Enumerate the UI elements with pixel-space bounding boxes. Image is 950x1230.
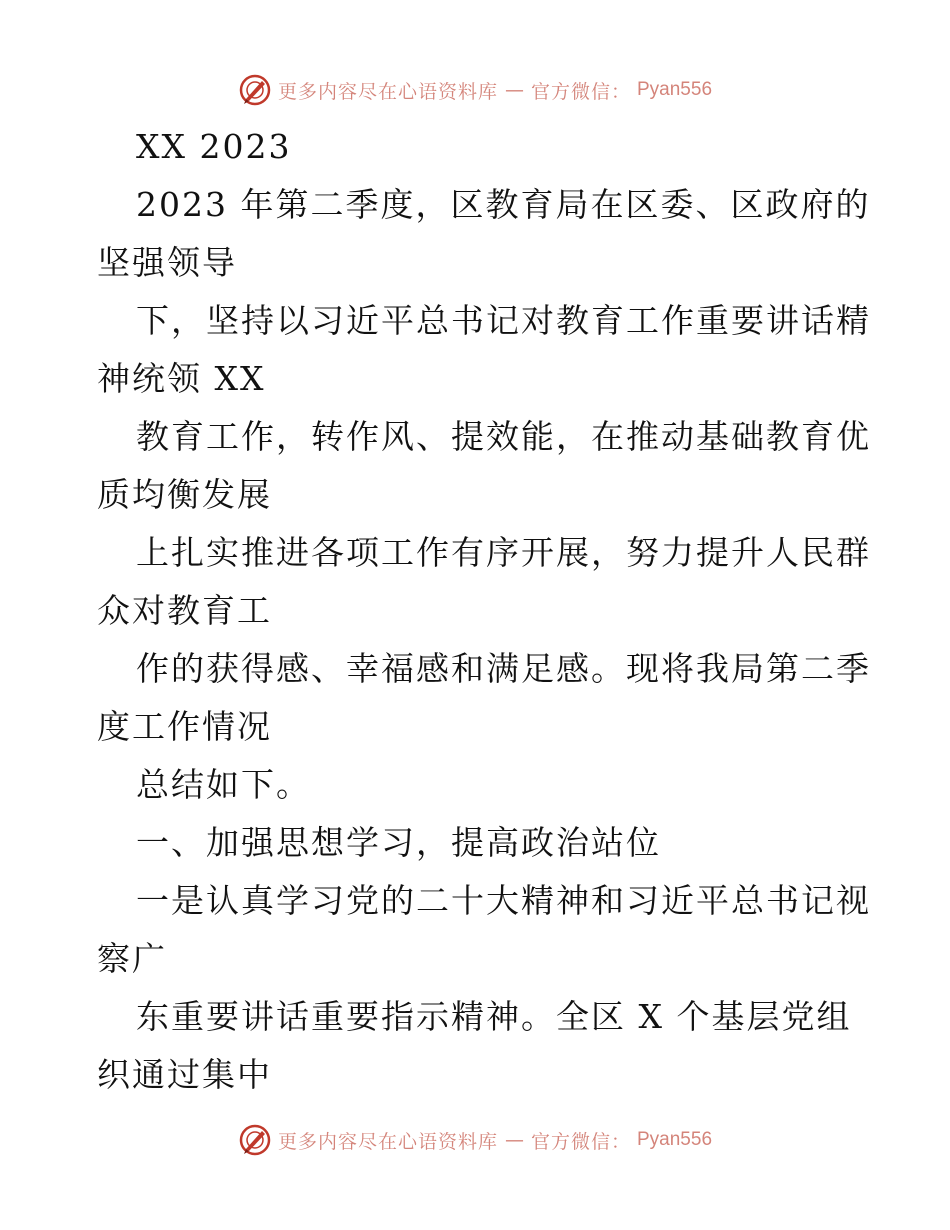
text-line: 上扎实推进各项工作有序开展，努力提升人民群 xyxy=(136,533,871,572)
watermark-text: 更多内容尽在心语资料库 xyxy=(277,1130,498,1153)
text-line: 2023 年第二季度，区教育局在区委、区政府的 xyxy=(136,185,871,224)
watermark-text: 更多内容尽在心语资料库 xyxy=(277,80,498,103)
header-watermark xyxy=(0,70,950,110)
pen-logo-icon xyxy=(238,73,272,107)
text-line: 总结如下。 xyxy=(136,765,311,804)
watermark-label: 官方微信： xyxy=(530,80,631,103)
section-heading: 一、加强思想学习，提高政治站位 xyxy=(136,823,661,862)
text-line: 质均衡发展 xyxy=(97,475,272,514)
text-line: 织通过集中 xyxy=(97,1055,272,1094)
footer-watermark xyxy=(0,1120,950,1160)
watermark-label: 官方微信： xyxy=(530,1130,631,1153)
text-line: 神统领 XX xyxy=(97,359,266,398)
text-line: 一是认真学习党的二十大精神和习近平总书记视 xyxy=(136,881,871,920)
text-line: 东重要讲话重要指示精神。全区 X 个基层党组 xyxy=(136,997,852,1036)
text-line: 众对教育工 xyxy=(97,591,272,630)
text-line: 作的获得感、幸福感和满足感。现将我局第二季 xyxy=(136,649,871,688)
watermark-id: Pyan556 xyxy=(637,1129,713,1150)
text-line: 察广 xyxy=(97,939,167,978)
watermark-dash: — xyxy=(504,1129,524,1151)
text-line: 度工作情况 xyxy=(97,707,272,746)
document-body xyxy=(97,118,871,1104)
watermark-dash: — xyxy=(504,79,524,101)
text-line: XX 2023 xyxy=(136,127,292,166)
text-line: 坚强领导 xyxy=(97,243,237,282)
text-line: 教育工作，转作风、提效能，在推动基础教育优 xyxy=(136,417,871,456)
watermark-id: Pyan556 xyxy=(637,79,713,100)
pen-logo-icon xyxy=(238,1123,272,1157)
text-line: 下，坚持以习近平总书记对教育工作重要讲话精 xyxy=(136,301,871,340)
